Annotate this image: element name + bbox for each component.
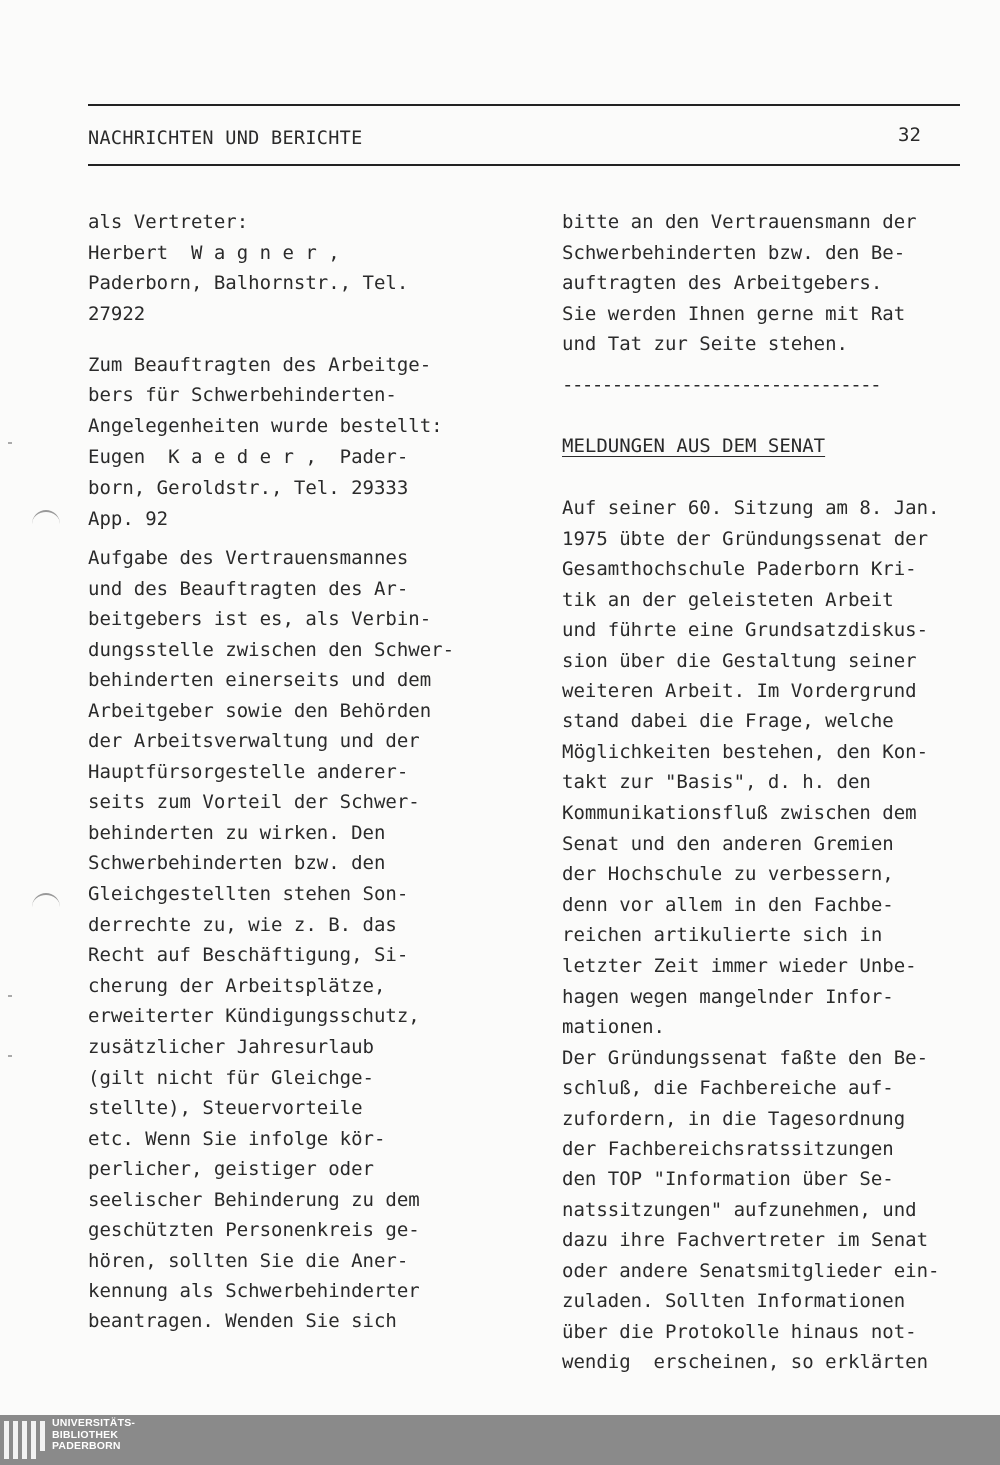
text-line: Paderborn, Balhornstr., Tel.: [88, 272, 409, 294]
library-logo-text: [52, 1418, 135, 1453]
text-line: Schwerbehinderten bzw. den Be-: [562, 242, 906, 264]
text-line: Senat und den anderen Gremien: [562, 833, 894, 855]
text-line: der Arbeitsverwaltung und der: [88, 730, 420, 752]
text-line: Gleichgestellten stehen Son-: [88, 883, 409, 905]
text-line: stellte), Steuervorteile: [88, 1097, 363, 1119]
text-line: denn vor allem in den Fachbe-: [562, 894, 894, 916]
text-line: Hauptfürsorgestelle anderer-: [88, 761, 409, 783]
text-line: natssitzungen" aufzunehmen, und: [562, 1199, 917, 1221]
text-line: beitgebers ist es, als Verbin-: [88, 608, 432, 630]
text-line: der Hochschule zu verbessern,: [562, 863, 894, 885]
text-line: schluß, die Fachbereiche auf-: [562, 1077, 894, 1099]
text-line: (gilt nicht für Gleichge-: [88, 1067, 374, 1089]
text-line: tik an der geleisteten Arbeit: [562, 589, 894, 611]
text-line: behinderten zu wirken. Den: [88, 822, 386, 844]
scan-speck: [8, 442, 12, 444]
text-line: den TOP "Information über Se-: [562, 1168, 894, 1190]
text-line: behinderten einerseits und dem: [88, 669, 432, 691]
text-line: Arbeitgeber sowie den Behörden: [88, 700, 432, 722]
text-line: zufordern, in die Tagesordnung: [562, 1108, 906, 1130]
text-line: etc. Wenn Sie infolge kör-: [88, 1128, 386, 1150]
text-line: Möglichkeiten bestehen, den Kon-: [562, 741, 929, 763]
text-line: Kommunikationsfluß zwischen dem: [562, 802, 917, 824]
text-line: Herbert W a g n e r ,: [88, 242, 340, 264]
header-rule-top: [88, 104, 960, 106]
text-line: und des Beauftragten des Ar-: [88, 578, 409, 600]
text-line: App. 92: [88, 508, 169, 530]
text-line: derrechte zu, wie z. B. das: [88, 914, 397, 936]
text-line: dungsstelle zwischen den Schwer-: [88, 639, 455, 661]
text-line: sion über die Gestaltung seiner: [562, 650, 917, 672]
text-line: Aufgabe des Vertrauensmannes: [88, 547, 409, 569]
text-line: über die Protokolle hinaus not-: [562, 1321, 917, 1343]
text-line: Der Gründungssenat faßte den Be-: [562, 1047, 929, 1069]
text-line: hören, sollten Sie die Aner-: [88, 1250, 409, 1272]
logo-line: BIBLIOTHEK: [52, 1428, 119, 1441]
text-line: 1975 übte der Gründungssenat der: [562, 528, 929, 550]
logo-line: UNIVERSITÄTS-: [52, 1417, 136, 1429]
text-line: reichen artikulierte sich in: [562, 924, 883, 946]
text-line: takt zur "Basis", d. h. den: [562, 771, 871, 793]
text-line: Gesamthochschule Paderborn Kri-: [562, 558, 917, 580]
scan-speck: [8, 995, 12, 997]
text-line: oder andere Senatsmitglieder ein-: [562, 1260, 940, 1282]
text-line: erweiterter Kündigungsschutz,: [88, 1005, 420, 1027]
text-line: auftragten des Arbeitgebers.: [562, 272, 883, 294]
text-line: Auf seiner 60. Sitzung am 8. Jan.: [562, 497, 940, 519]
text-line: perlicher, geistiger oder: [88, 1158, 374, 1180]
scan-speck: [8, 1055, 12, 1057]
text-line: hagen wegen mangelnder Infor-: [562, 986, 894, 1008]
text-line: und führte eine Grundsatzdiskus-: [562, 619, 929, 641]
text-line: als Vertreter:: [88, 211, 249, 233]
page-header-title: NACHRICHTEN UND BERICHTE: [88, 128, 363, 149]
text-line: stand dabei die Frage, welche: [562, 710, 894, 732]
punch-hole-mark: [32, 893, 60, 909]
text-line: weiteren Arbeit. Im Vordergrund: [562, 680, 917, 702]
section-heading: MELDUNGEN AUS DEM SENAT: [562, 435, 826, 457]
text-line: zuladen. Sollten Informationen: [562, 1290, 906, 1312]
text-line: bers für Schwerbehinderten-: [88, 384, 397, 406]
text-line: Zum Beauftragten des Arbeitge-: [88, 354, 432, 376]
text-line: 27922: [88, 303, 146, 325]
section-divider-dashes: --------------------------------: [562, 374, 881, 396]
text-line: geschützten Personenkreis ge-: [88, 1219, 420, 1241]
text-line: bitte an den Vertrauensmann der: [562, 211, 917, 233]
punch-hole-mark: [32, 510, 60, 526]
text-line: seelischer Behinderung zu dem: [88, 1189, 420, 1211]
text-line: zusätzlicher Jahresurlaub: [88, 1036, 374, 1058]
library-logo-icon: [4, 1421, 45, 1459]
text-line: Sie werden Ihnen gerne mit Rat: [562, 303, 906, 325]
text-line: Schwerbehinderten bzw. den: [88, 852, 386, 874]
logo-line: PADERBORN: [52, 1440, 121, 1452]
text-line: der Fachbereichsratssitzungen: [562, 1138, 894, 1160]
page-number: 32: [898, 124, 921, 146]
text-line: letzter Zeit immer wieder Unbe-: [562, 955, 917, 977]
text-line: cherung der Arbeitsplätze,: [88, 975, 386, 997]
header-rule-bottom: [88, 164, 960, 166]
text-line: und Tat zur Seite stehen.: [562, 333, 848, 355]
text-line: Eugen K a e d e r , Pader-: [88, 446, 409, 468]
text-line: seits zum Vorteil der Schwer-: [88, 791, 420, 813]
text-line: Recht auf Beschäftigung, Si-: [88, 944, 409, 966]
text-line: dazu ihre Fachvertreter im Senat: [562, 1229, 929, 1251]
text-line: born, Geroldstr., Tel. 29333: [88, 477, 409, 499]
text-line: Angelegenheiten wurde bestellt:: [88, 415, 443, 437]
text-line: wendig erscheinen, so erklärten: [562, 1351, 929, 1373]
text-line: kennung als Schwerbehinderter: [88, 1280, 420, 1302]
text-line: mationen.: [562, 1016, 665, 1038]
library-footer-bar: [0, 1415, 1000, 1465]
text-line: beantragen. Wenden Sie sich: [88, 1310, 397, 1332]
